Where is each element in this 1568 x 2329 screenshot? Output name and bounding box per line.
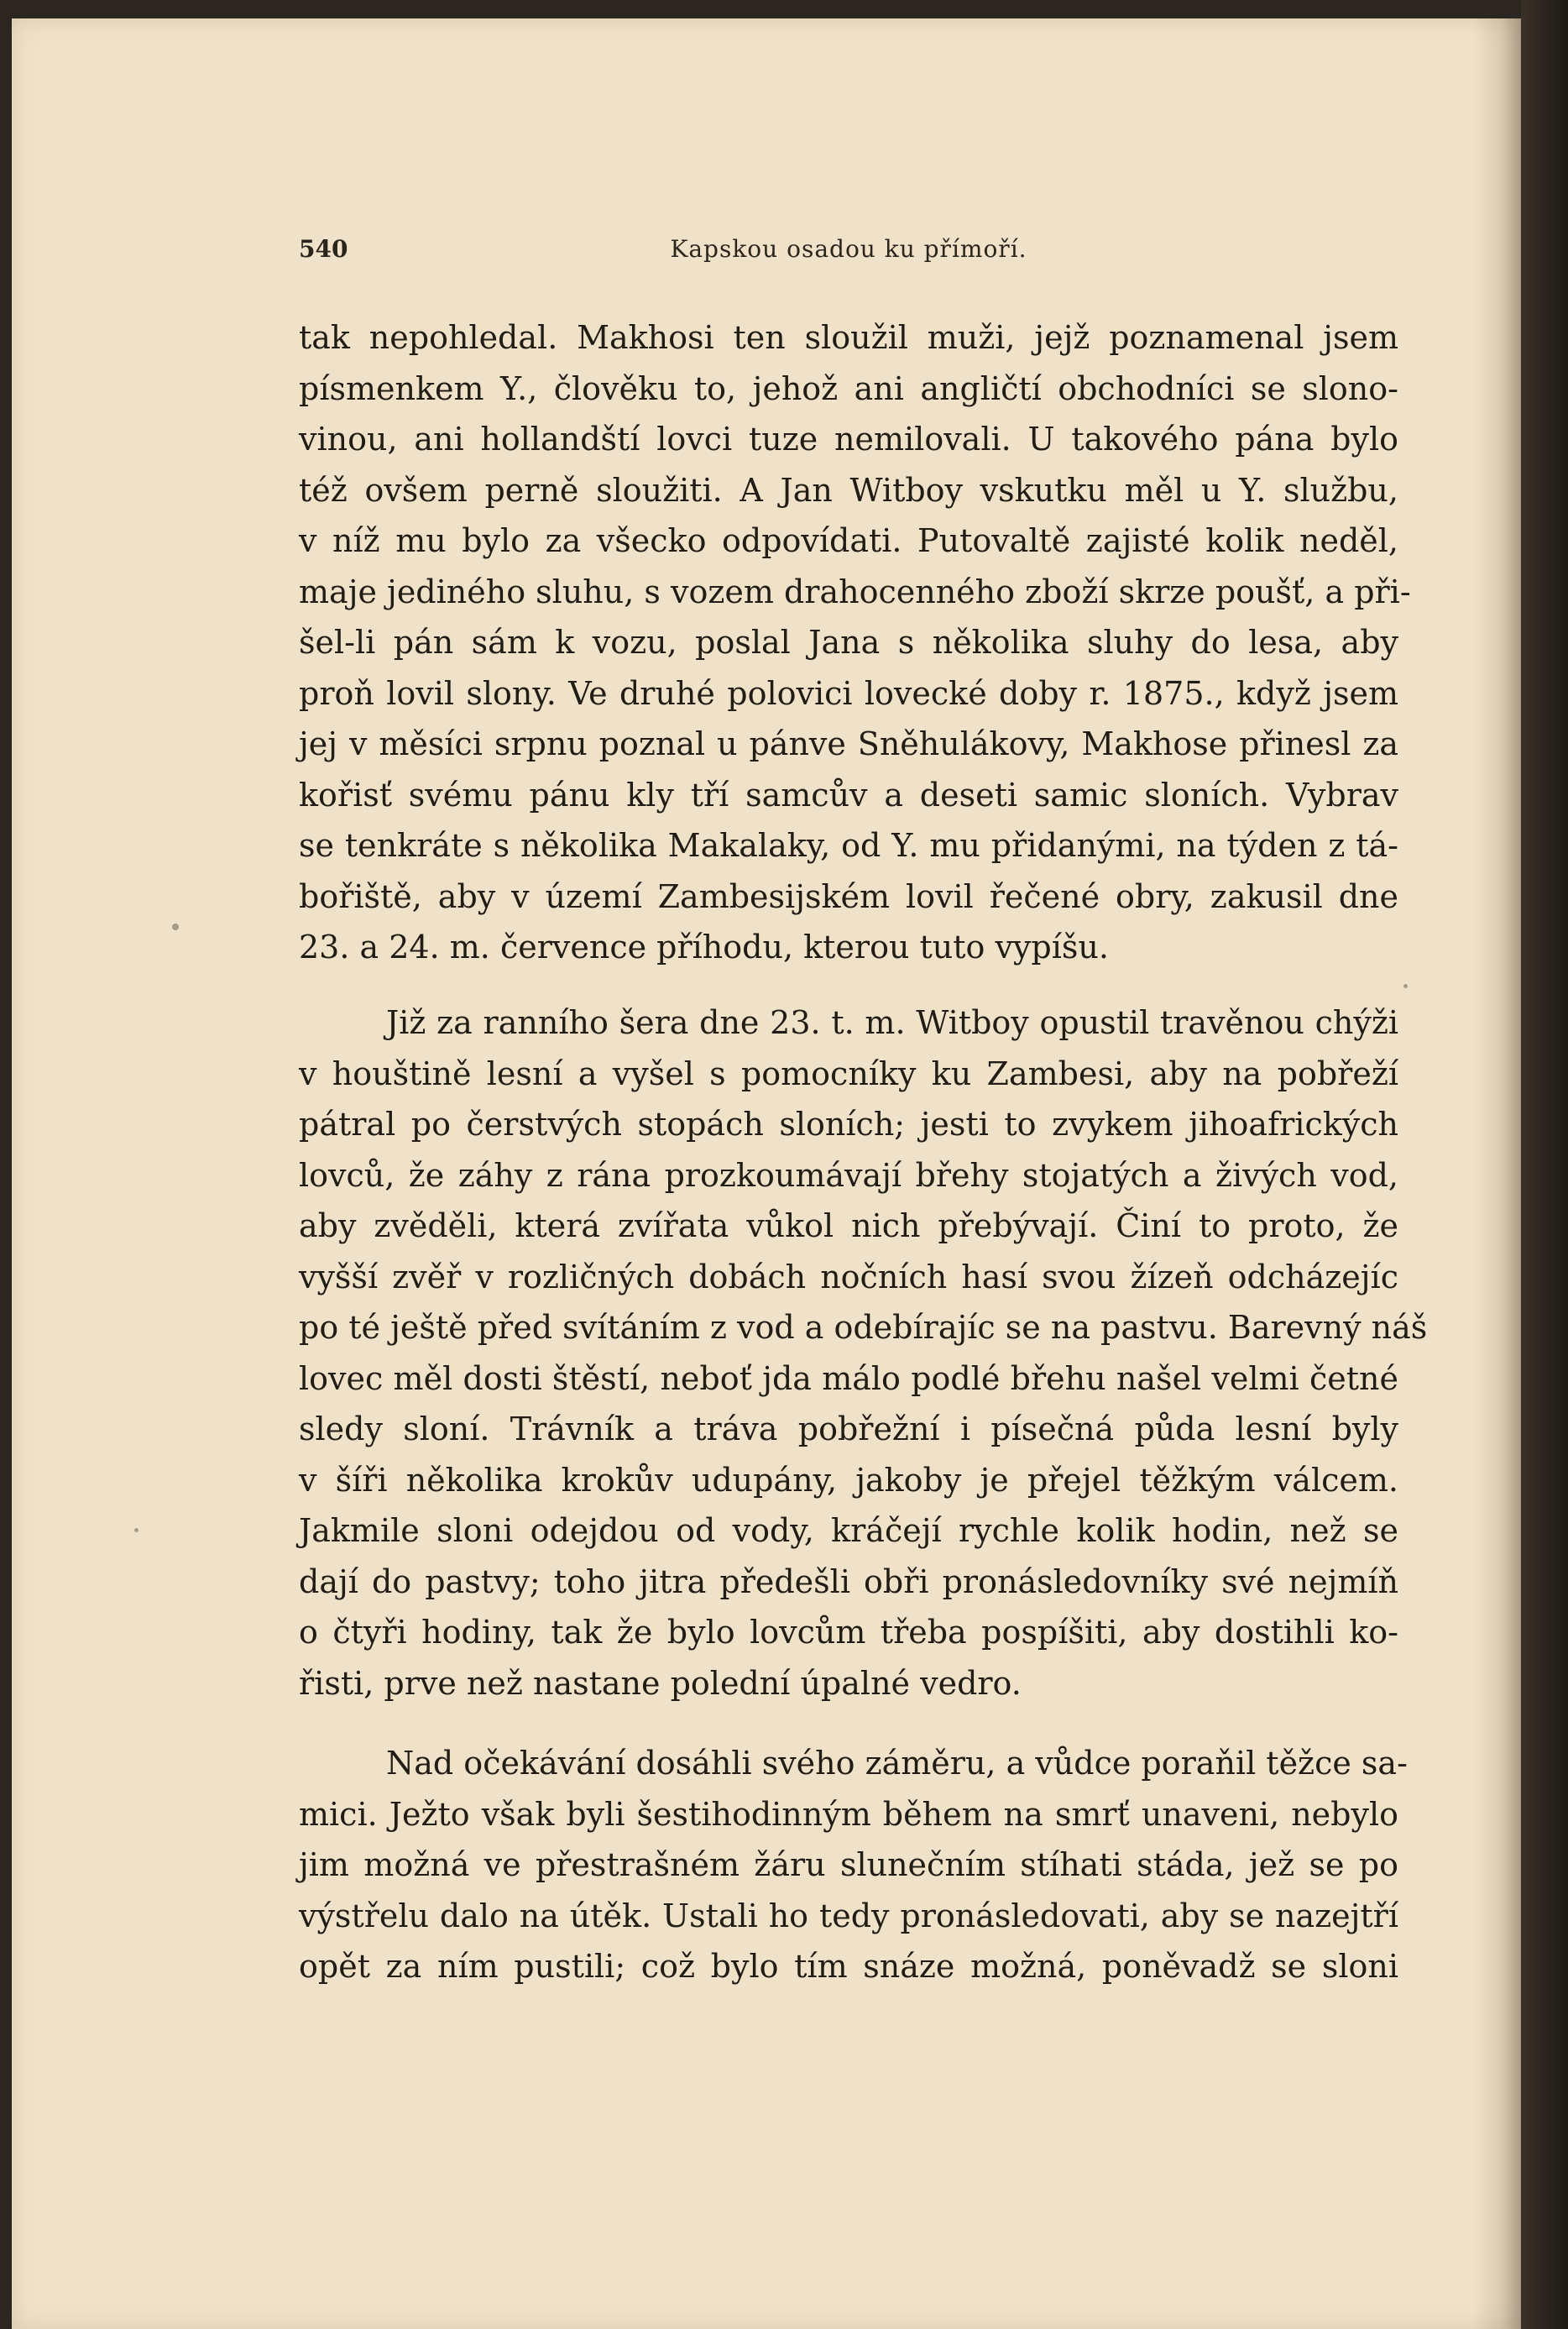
text-line: mici. Ježto však byli šestihodinným během na smrť unaveni, nebylo [299,1795,1398,1833]
page-number: 540 [299,235,348,263]
text-line: řisti, prve než nastane polední úpalné vedro. [299,1664,1022,1702]
text-line: vinou, ani hollandští lovci tuze nemilovali. U takového pána bylo [299,421,1398,458]
text-line: vyšší zvěř v rozličných dobách nočních hasí svou žízeň odcházejíc [299,1258,1398,1295]
paragraph-1 [299,312,1411,973]
text-line: opět za ním pustili; což bylo tím snáze možná, poněvadž se sloni [299,1948,1398,1985]
text-line: dají do pastvy; toho jitra předešli obři pronásledovníky své nejmíň [299,1562,1398,1600]
text-line: po té ještě před svítáním z vod a odebírajíc se na pastvu. Barevný náš [299,1309,1428,1346]
text-line: Jakmile sloni odejdou od vody, kráčejí rychle kolik hodin, než se [299,1512,1398,1549]
text-line: šel-li pán sám k vozu, poslal Jana s několika sluhy do lesa, aby [299,624,1398,661]
text-line: tak nepohledal. Makhosi ten sloužil muži, jejž poznamenal jsem [299,319,1398,356]
text-line: pátral po čerstvých stopách sloních; jesti to zvykem jihoafrických [299,1106,1398,1143]
paper-speck [1403,984,1408,988]
text-line: o čtyři hodiny, tak že bylo lovcům třeba pospíšiti, aby dostihli ko- [299,1614,1398,1651]
text-line: proň lovil slony. Ve druhé polovici lovecké doby r. 1875., když jsem [299,674,1398,712]
text-line: v níž mu bylo za všecko odpovídati. Putovaltě zajisté kolik neděl, [299,522,1398,559]
text-line: maje jediného sluhu, s vozem drahocenného zboží skrze poušť, a při- [299,573,1411,610]
running-title: Kapskou osadou ku přímoří. [670,235,1027,263]
running-head [299,230,1398,269]
page-shadow-edge [1474,18,1521,2329]
text-line: 23. a 24. m. července příhodu, kterou tuto vypíšu. [299,929,1109,966]
text-line: sledy sloní. Trávník a tráva pobřežní i písečná půda lesní byly [299,1410,1398,1447]
text-line: výstřelu dalo na útěk. Ustali ho tedy pronásledovati, aby se nazejtří [299,1897,1398,1934]
book-spine [1521,0,1568,2329]
text-line: lovců, že záhy z rána prozkoumávají břehy stojatých a živých vod, [299,1156,1398,1194]
text-line: se tenkráte s několika Makalaky, od Y. mu přidanými, na týden z tá- [299,827,1398,864]
paragraph-3 [299,1738,1408,1992]
text-line: v houštině lesní a vyšel s pomocníky ku Zambesi, aby na pobřeží [299,1055,1398,1092]
text-line: Již za ranního šera dne 23. t. m. Witboy opustil travěnou chýži [386,1004,1398,1041]
text-line: jim možná ve přestrašném žáru slunečním stíhati stáda, jež se po [299,1846,1398,1883]
paper-speck [134,1528,139,1532]
text-line: jej v měsíci srpnu poznal u pánve Sněhulákovy, Makhose přinesl za [299,725,1398,762]
text-line: Nad očekávání dosáhli svého záměru, a vůdce poraňil těžce sa- [386,1745,1408,1782]
text-line: písmenkem Y., člověku to, jehož ani angličtí obchodníci se slono- [299,369,1398,407]
text-line: aby zvěděli, která zvířata vůkol nich přebývají. Činí to proto, že [299,1207,1398,1244]
text-line: v šíři několika krokův udupány, jakoby je přejel těžkým válcem. [299,1461,1398,1499]
paper-speck [172,924,179,930]
paragraph-2 [299,997,1428,1709]
text-line: kořisť svému pánu kly tří samcův a deseti samic sloních. Vybrav [299,776,1398,814]
text-line: lovec měl dosti štěstí, neboť jda málo podlé břehu našel velmi četné [299,1359,1398,1397]
text-line: bořiště, aby v území Zambesijském lovil řečené obry, zakusil dne [299,877,1398,915]
text-line: též ovšem perně sloužiti. A Jan Witboy vskutku měl u Y. službu, [299,471,1398,509]
